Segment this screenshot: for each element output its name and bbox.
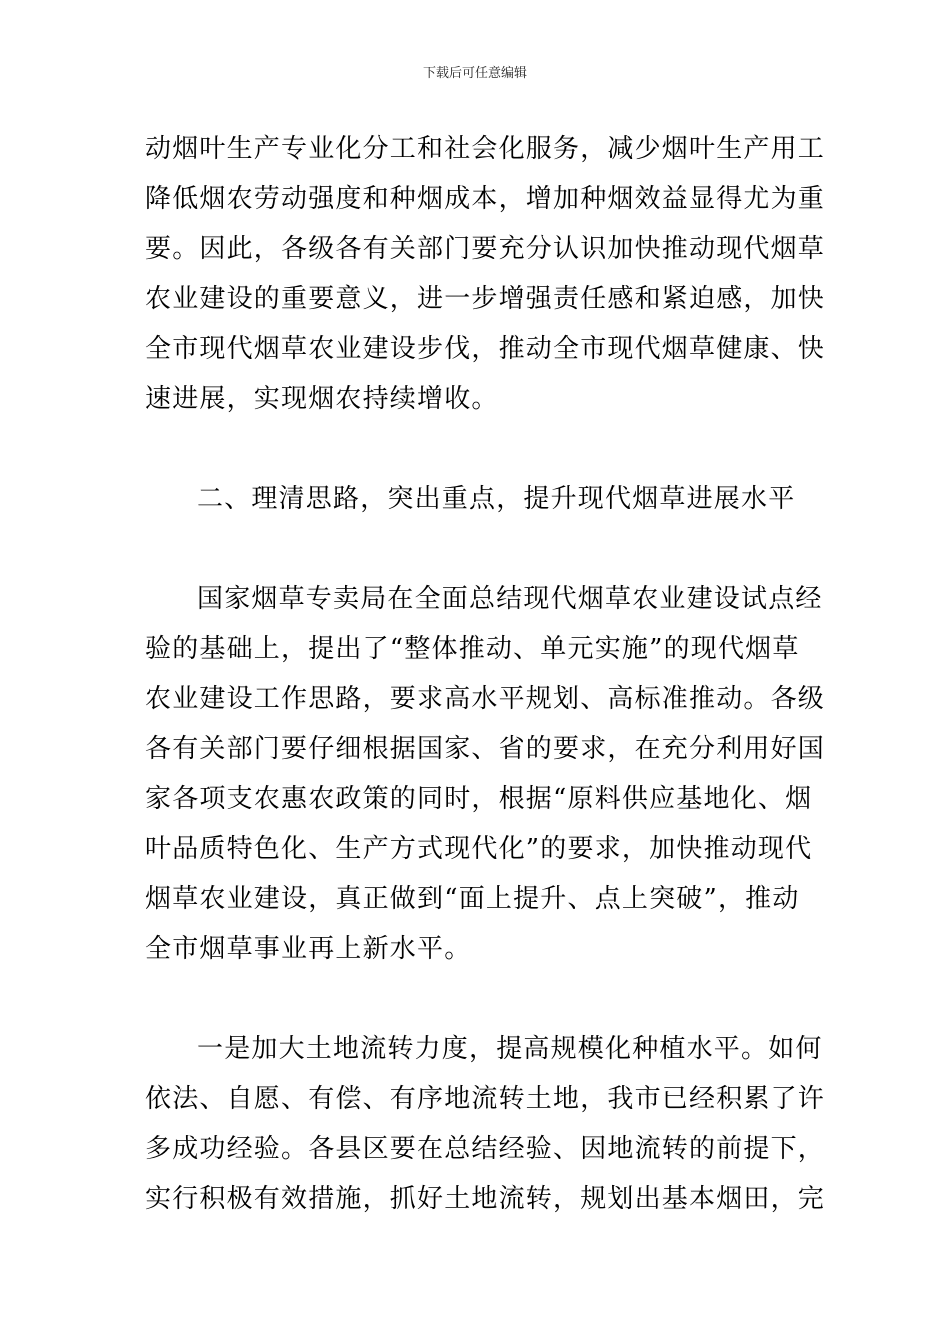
document-body	[145, 124, 826, 1224]
paragraph-2	[145, 574, 826, 974]
text-line: 动烟叶生产专业化分工和社会化服务，减少烟叶生产用工	[145, 134, 826, 164]
text-line: 烟草农业建设，真正做到“面上提升、点上突破”，推动	[145, 884, 800, 914]
text-line: 实行积极有效措施，抓好土地流转，规划出基本烟田，完	[145, 1184, 826, 1214]
text-line: 农业建设的重要意义，进一步增强责任感和紧迫感，加快	[145, 284, 826, 314]
text-line: 多成功经验。各县区要在总结经验、因地流转的前提下，	[145, 1134, 826, 1164]
text-line: 速进展，实现烟农持续增收。	[145, 384, 499, 414]
text-line: 家各项支农惠农政策的同时，根据“原料供应基地化、烟	[145, 784, 813, 814]
text-line: 降低烟农劳动强度和种烟成本，增加种烟效益显得尤为重	[145, 184, 826, 214]
page-header: 下载后可任意编辑	[422, 66, 527, 81]
text-line: 农业建设工作思路，要求高水平规划、高标准推动。各级	[145, 684, 826, 714]
paragraph-3	[145, 1024, 826, 1224]
text-line: 各有关部门要仔细根据国家、省的要求，在充分利用好国	[145, 734, 826, 764]
section-heading: 二、理清思路，突出重点，提升现代烟草进展水平	[197, 484, 796, 514]
text-line: 验的基础上，提出了“整体推动、单元实施”的现代烟草	[145, 634, 800, 664]
text-line: 要。因此，各级各有关部门要充分认识加快推动现代烟草	[145, 234, 826, 264]
text-line: 叶品质特色化、生产方式现代化”的要求，加快推动现代	[145, 834, 813, 864]
paragraph-gap	[145, 974, 810, 1024]
paragraph-gap	[145, 424, 810, 474]
paragraph-1	[145, 124, 826, 424]
text-line: 国家烟草专卖局在全面总结现代烟草农业建设试点经	[197, 584, 823, 614]
text-line: 依法、自愿、有偿、有序地流转土地，我市已经积累了许	[145, 1084, 826, 1114]
text-line: 全市现代烟草农业建设步伐，推动全市现代烟草健康、快	[145, 334, 826, 364]
text-line: 全市烟草事业再上新水平。	[145, 934, 472, 964]
text-line: 一是加大土地流转力度，提高规模化种植水平。如何	[197, 1034, 823, 1064]
paragraph-gap	[145, 524, 810, 574]
